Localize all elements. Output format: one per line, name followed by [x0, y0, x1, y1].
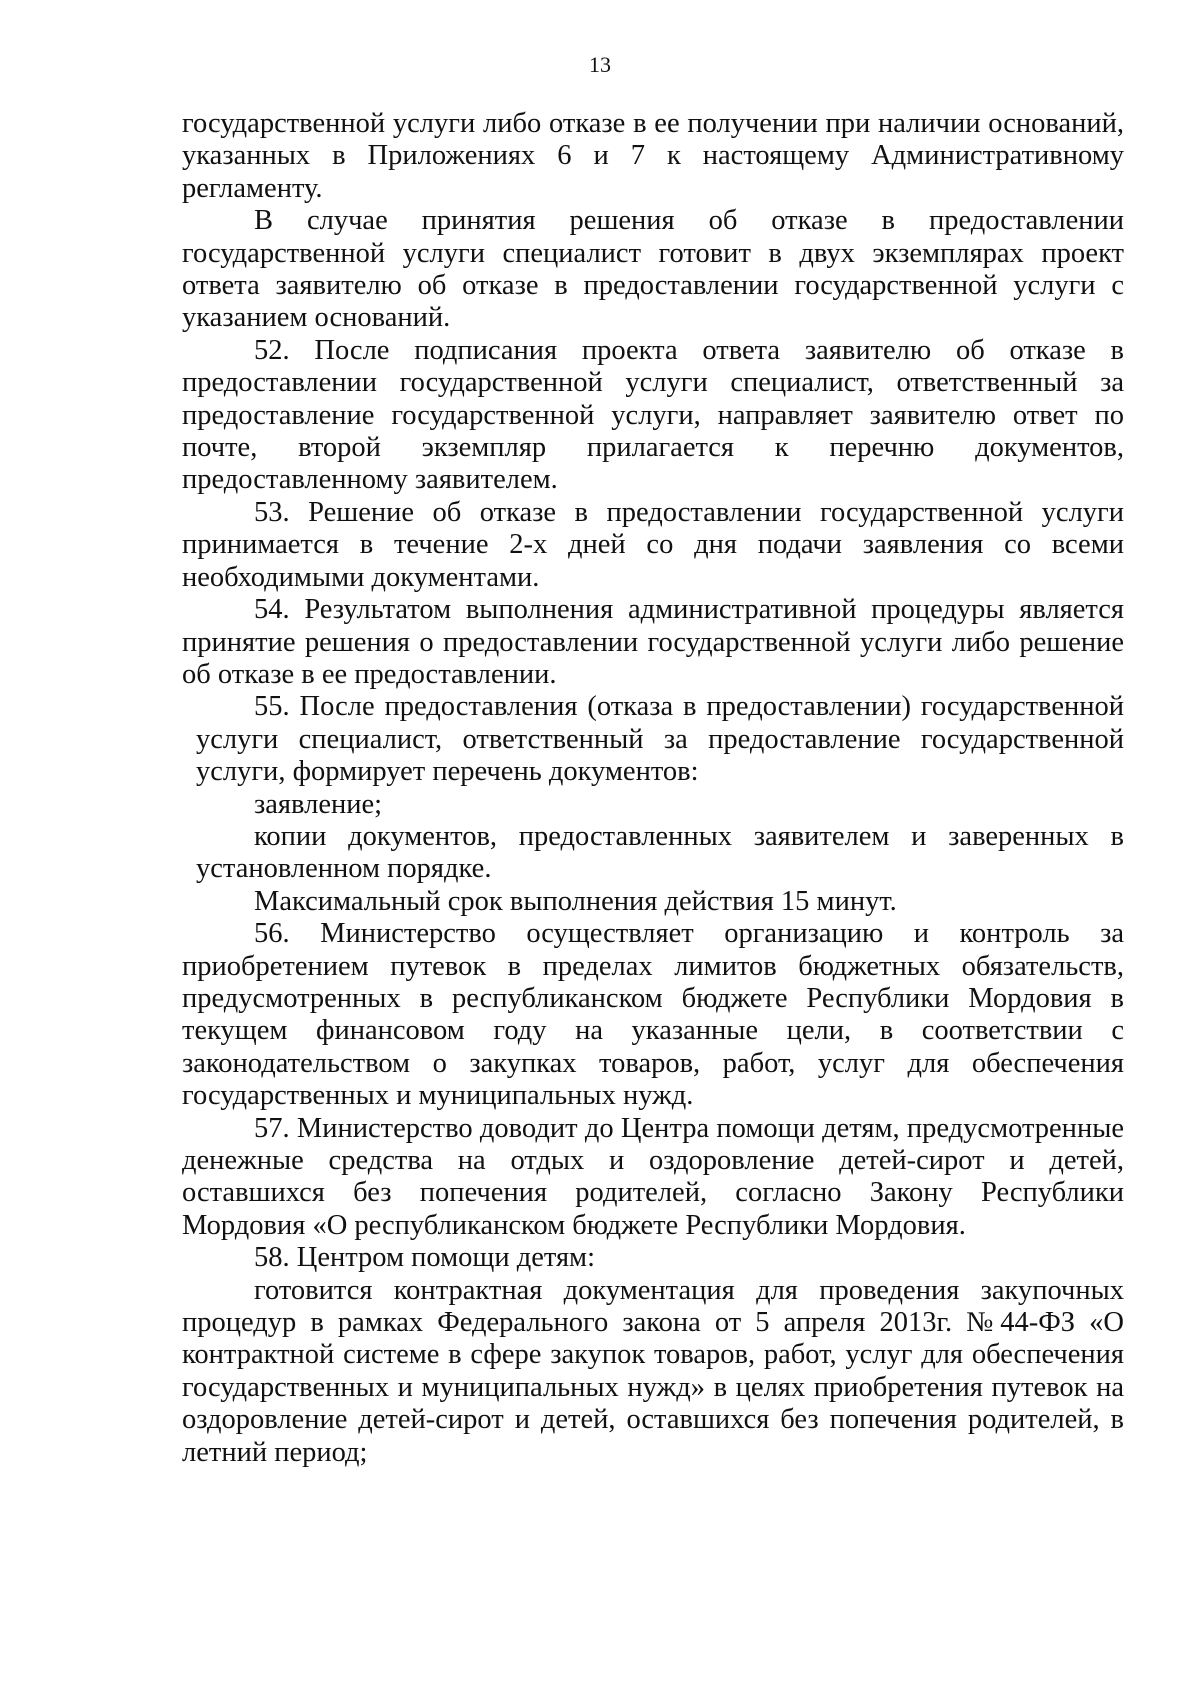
paragraph-55: 55. После предоставления (отказа в предоставлении) государственной услуги специалист, ответственный за предоставление государственной услуги, формирует перечень документов:: [196, 691, 1124, 788]
paragraph-58-item: готовится контрактная документация для проведения закупочных процедур в рамках Федерального закона от 5 апреля 2013г. №44-ФЗ «О контрактной системе в сфере закупок товаров, работ, услуг для обеспечения государственных и муниципальных нужд» в целях приобретения путевок на оздоровление детей-сирот и детей, оставшихся без попечения родителей, в летний период;: [182, 1274, 1124, 1468]
paragraph-57: 57. Министерство доводит до Центра помощи детям, предусмотренные денежные средства на отдых и оздоровление детей-сирот и детей, оставшихся без попечения родителей, согласно Закону Республики Мордовия «О республиканском бюджете Республики Мордовия.: [182, 1112, 1124, 1241]
paragraph-54: 54. Результатом выполнения административной процедуры является принятие решения о предоставлении государственной услуги либо решение об отказе в ее предоставлении.: [182, 594, 1124, 690]
list-item-document-copies: копии документов, предоставленных заявителем и заверенных в установленном порядке.: [196, 820, 1124, 885]
paragraph-56: 56. Министерство осуществляет организацию и контроль за приобретением путевок в пределах лимитов бюджетных обязательств, предусмотренных в республиканском бюджете Республики Мордовия в текущем финансовом году на указанные цели, в соответствии с законодательством о закупках товаров, работ, услуг для обеспечения государственных и муниципальных нужд.: [182, 918, 1124, 1112]
page-number: 13: [589, 52, 611, 77]
paragraph-continuation: государственной услуги либо отказе в ее получении при наличии оснований, указанных в Приложениях 6 и 7 к настоящему Административному регламенту.: [182, 108, 1124, 204]
paragraph-52: 52. После подписания проекта ответа заявителю об отказе в предоставлении государственной услуги специалист, ответственный за предоставление государственной услуги, направляет заявителю ответ по почте, второй экземпляр прилагается к перечню документов, предоставленному заявителем.: [182, 334, 1124, 496]
list-item-application: заявление;: [254, 788, 383, 820]
paragraph-max-time: Максимальный срок выполнения действия 15 минут.: [254, 885, 897, 917]
document-body: [182, 108, 1124, 1469]
paragraph-58: 58. Центром помощи детям:: [254, 1242, 596, 1274]
paragraph-refusal-case: В случае принятия решения об отказе в предоставлении государственной услуги специалист готовит в двух экземплярах проект ответа заявителю об отказе в предоставлении государственной услуги с указанием оснований.: [182, 205, 1124, 334]
paragraph-53: 53. Решение об отказе в предоставлении государственной услуги принимается в течение 2-х дней со дня подачи заявления со всеми необходимыми документами.: [182, 496, 1124, 593]
